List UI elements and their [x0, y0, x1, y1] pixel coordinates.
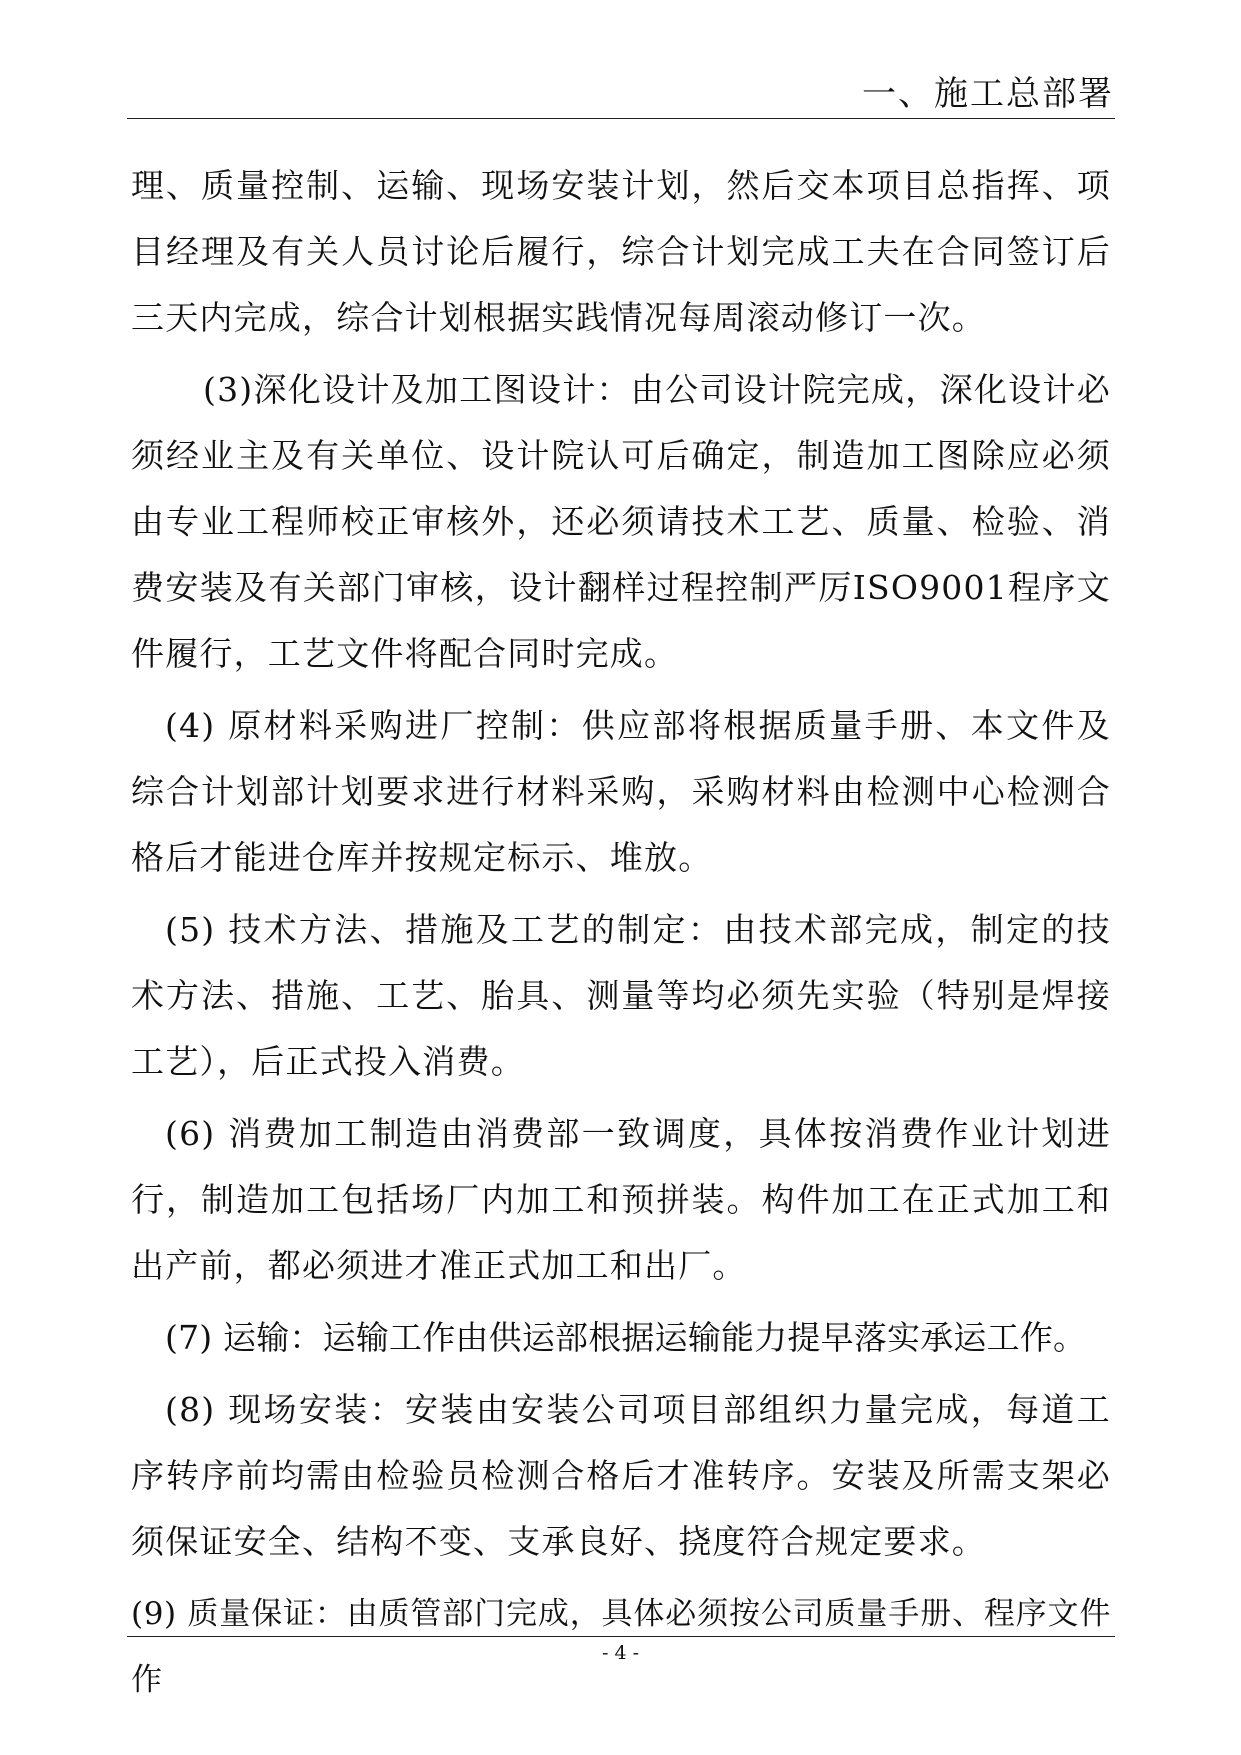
- footer-divider: [127, 1636, 1115, 1637]
- paragraph-item-7-transport: (7) 运输：运输工作由供运部根据运输能力提早落实承运工作。: [165, 1318, 1087, 1357]
- paragraph-item-8-site-installation: (8) 现场安装：安装由安装公司项目部组织力量完成，每道工序转序前均需由检验员检测合格后才准转序。安装及所需支架必须保证安全、结构不变、支承良好、挠度符合规定要求。: [131, 1390, 1111, 1561]
- paragraph-item-6-manufacturing: (6) 消费加工制造由消费部一致调度，具体按消费作业计划进行，制造加工包括场厂内加工和预拼装。构件加工在正式加工和出产前，都必须进才准正式加工和出厂。: [131, 1114, 1111, 1285]
- document-body: [131, 153, 1111, 1719]
- header-divider: [127, 118, 1115, 119]
- paragraph-continued-plan: 理、质量控制、运输、现场安装计划，然后交本项目总指挥、项目经理及有关人员讨论后履行，综合计划完成工夫在合同签订后三天内完成，综合计划根据实践情况每周滚动修订一次。: [131, 166, 1111, 337]
- paragraph-item-3-design: (3)深化设计及加工图设计：由公司设计院完成，深化设计必须经业主及有关单位、设计院认可后确定，制造加工图除应必须由专业工程师校正审核外，还必须请技术工艺、质量、检验、消费安装及有关部门审核，设计翻样过程控制严厉ISO9001程序文件履行，工艺文件将配合同时完成。: [131, 370, 1111, 673]
- paragraph-item-4-materials: (4) 原材料采购进厂控制：供应部将根据质量手册、本文件及综合计划部计划要求进行材料采购，采购材料由检测中心检测合格后才能进仓库并按规定标示、堆放。: [131, 706, 1111, 877]
- page-number: - 4 -: [601, 1642, 639, 1664]
- paragraph-item-5-technical-methods: (5) 技术方法、措施及工艺的制定：由技术部完成，制定的技术方法、措施、工艺、胎具、测量等均必须先实验（特别是焊接工艺），后正式投入消费。: [131, 910, 1111, 1081]
- paragraph-item-9-quality-assurance: (9) 质量保证：由质管部门完成，具体必须按公司质量手册、程序文件作: [131, 1596, 1111, 1698]
- running-header-title: 一、施工总部署: [862, 74, 1114, 114]
